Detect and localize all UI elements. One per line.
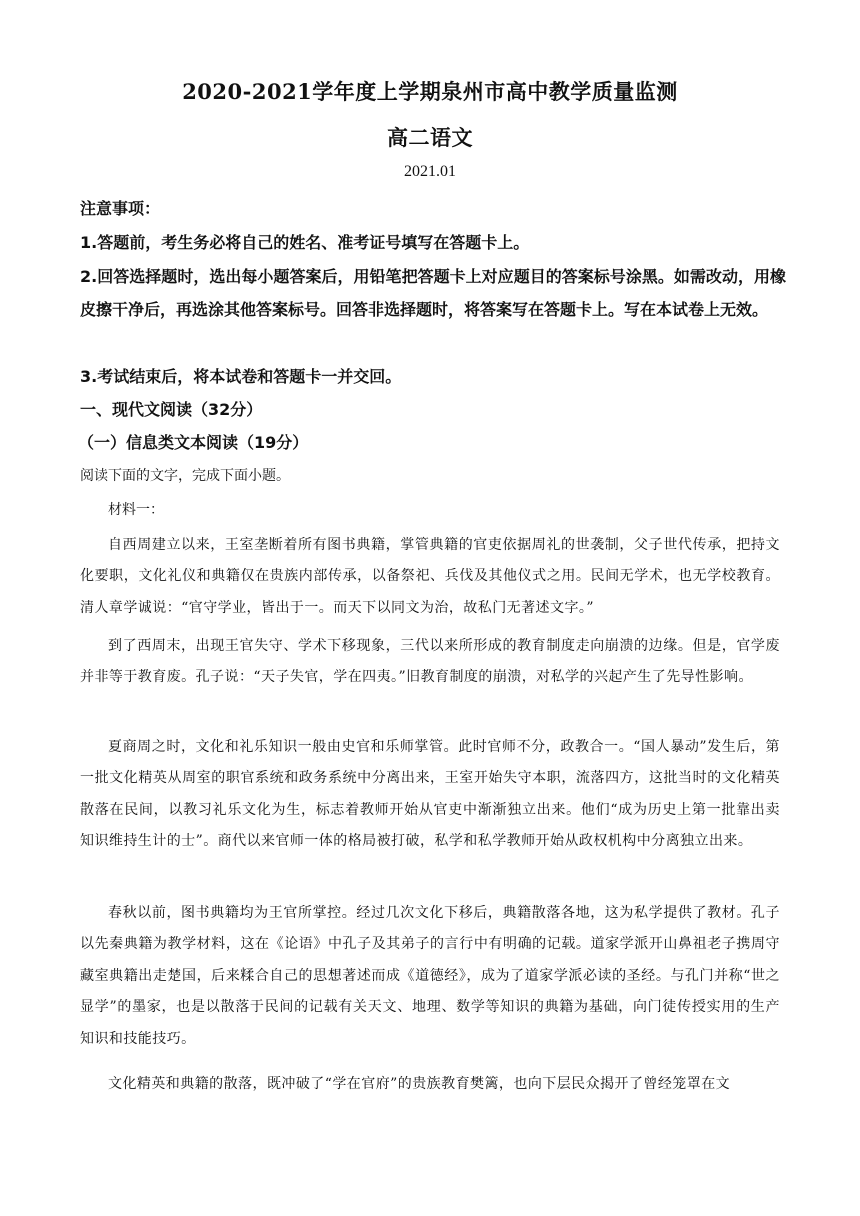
notice-item-1: 1.答题前，考生务必将自己的姓名、准考证号填写在答题卡上。 <box>80 233 530 252</box>
material-paragraph-4: 春秋以前，图书典籍均为王官所掌控。经过几次文化下移后，典籍散落各地，这为私学提供了教材。孔子以先秦典籍为教学材料，这在《论语》中孔子及其弟子的言行中有明确的记载。道家学派开山鼻祖老子携周守藏室典籍出走楚国，后来糅合自己的思想著述而成《道德经》，成为了道家学派必读的圣经。与孔门并称“世之显学”的墨家，也是以散落于民间的记载有关天文、地理、数学等知识的典籍为基础，向门徒传授实用的生产知识和技能技巧。 <box>80 905 780 1047</box>
notice-item-2: 2.回答选择题时，选出每小题答案后，用铅笔把答题卡上对应题目的答案标号涂黑。如需改动，用橡皮擦干净后，再选涂其他答案标号。回答非选择题时，将答案写在答题卡上。写在本试卷上无效。 <box>80 267 786 319</box>
notice-item-3: 3.考试结束后，将本试卷和答题卡一并交回。 <box>80 367 402 386</box>
section-heading: 一、现代文阅读（32分） <box>80 400 263 419</box>
material-paragraph-3: 夏商周之时，文化和礼乐知识一般由史官和乐师掌管。此时官师不分，政教合一。“国人暴动”发生后，第一批文化精英从周室的职官系统和政务系统中分离出来，王室开始失守本职，流落四方，这批当时的文化精英散落在民间，以教习礼乐文化为生，标志着教师开始从官吏中渐渐独立出来。他们“成为历史上第一批靠出卖知识维持生计的士”。商代以来官师一体的格局被打破，私学和私学教师开始从政权机构中分离独立出来。 <box>80 739 780 850</box>
exam-subject: 高二语文 <box>387 125 473 150</box>
section-subheading: （一）信息类文本阅读（19分） <box>78 433 309 452</box>
reading-instruction: 阅读下面的文字，完成下面小题。 <box>80 468 290 484</box>
material-paragraph-5: 文化精英和典籍的散落，既冲破了“学在官府”的贵族教育樊篱，也向下层民众揭开了曾经笼罩在文 <box>108 1076 731 1092</box>
exam-date: 2021.01 <box>404 163 456 180</box>
notice-heading: 注意事项： <box>80 199 161 218</box>
material-paragraph-1: 自西周建立以来，王室垄断着所有图书典籍，掌管典籍的官吏依据周礼的世袭制，父子世代传承，把持文化要职，文化礼仪和典籍仅在贵族内部传承，以备祭祀、兵伐及其他仪式之用。民间无学术，也无学校教育。清人章学诚说：“官守学业，皆出于一。而天下以同文为治，故私门无著述文字。” <box>80 537 780 616</box>
material-label: 材料一： <box>108 502 164 518</box>
material-paragraph-2: 到了西周末，出现王官失守、学术下移现象，三代以来所形成的教育制度走向崩溃的边缘。但是，官学废并非等于教育废。孔子说：“天子失官，学在四夷。”旧教育制度的崩溃，对私学的兴起产生了先导性影响。 <box>80 638 780 686</box>
exam-title: 2020-2021学年度上学期泉州市高中教学质量监测 <box>182 79 678 104</box>
